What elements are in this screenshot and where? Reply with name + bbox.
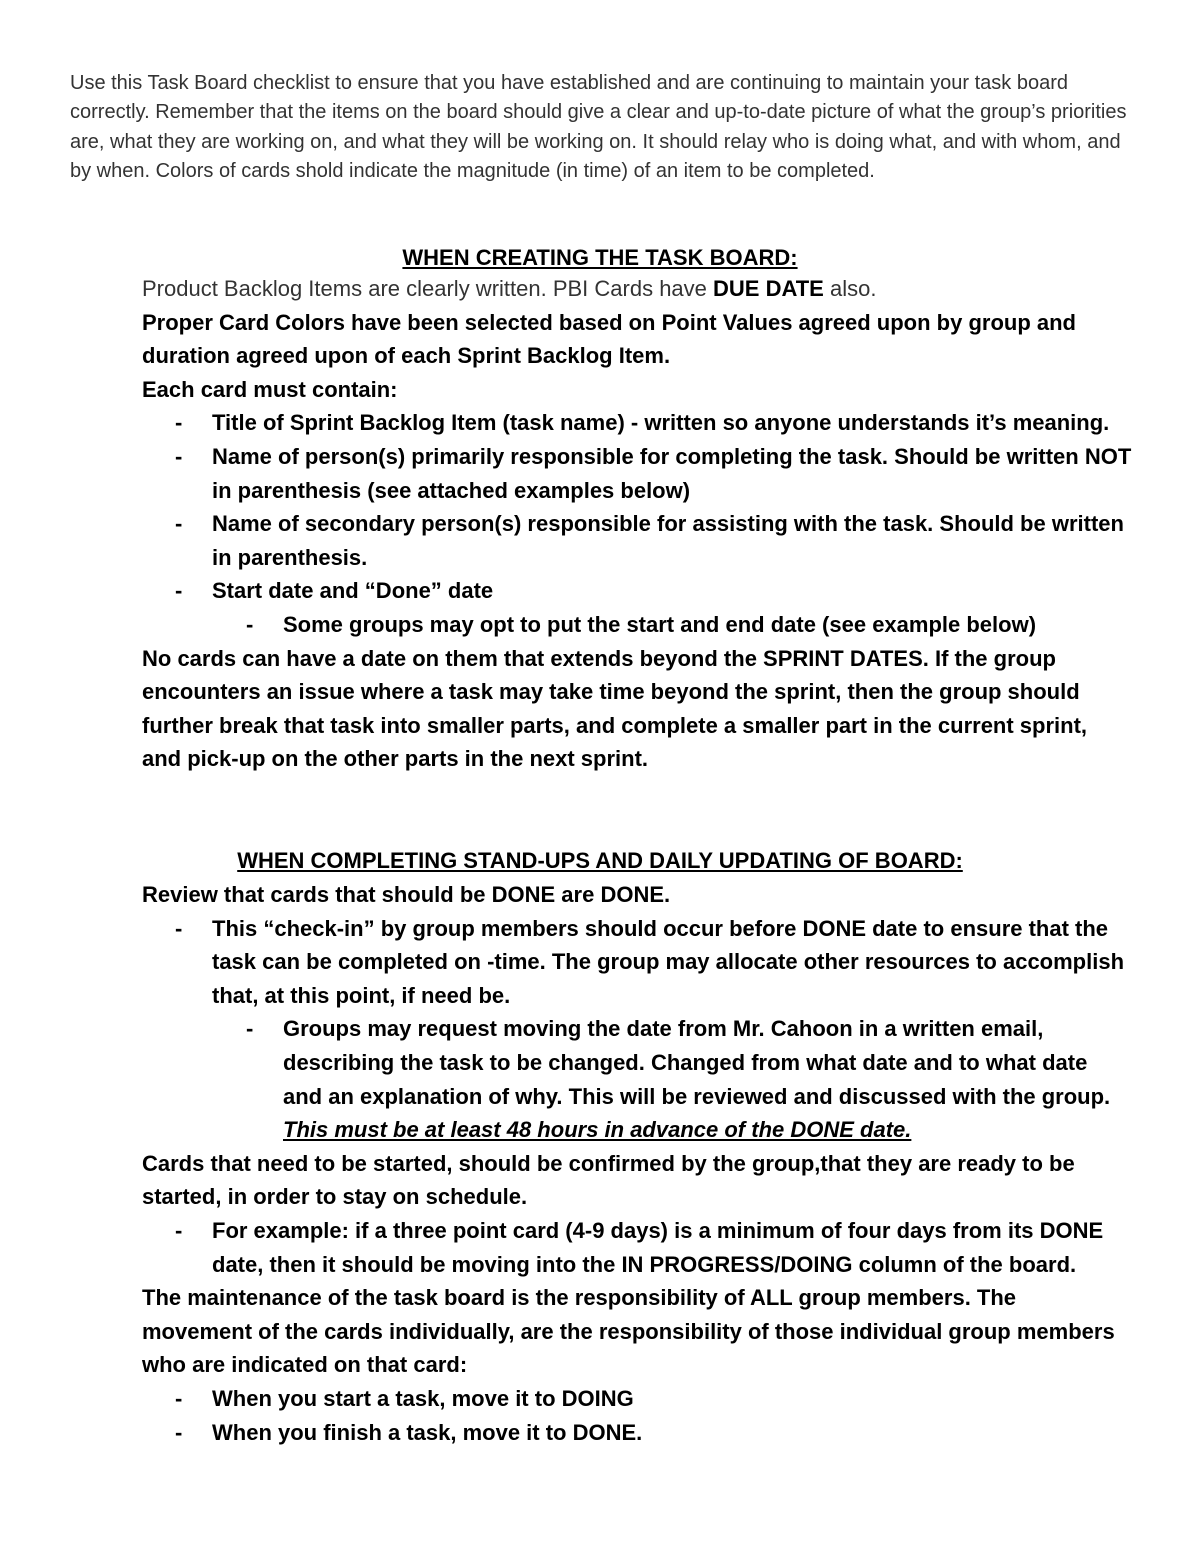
dash-bullet: - [175,578,183,604]
deadline-emphasis: This must be at least 48 hours in advance of the DONE date. [283,1117,912,1143]
list-item [142,1214,1132,1281]
list-item-text: When you start a task, move it to DOING [212,1385,634,1411]
intro-paragraph: Use this Task Board checklist to ensure that you have established and are continuing to maintain your task board correctly. Remember that the items on the board should give a clear and up-to-date picture of what the group’s priorities are, what they are working on, and what they will be working on. It should relay who is doing what, and with whom, and by when. Colors of cards shold indicate the magnitude (in time) of an item to be completed. [70,72,1127,182]
pbi-due-date: DUE DATE [713,276,824,301]
card-colors-text: Proper Card Colors have been selected based on Point Values agreed upon by group and duration agreed upon of each Sprint Backlog Item. [142,309,1076,369]
dash-bullet: - [175,1385,183,1411]
list-item-text: For example: if a three point card (4-9 days) is a minimum of four days from its DONE date, then it should be moving into the IN PROGRESS/DOING column of the board. [212,1217,1104,1277]
review-text: Review that cards that should be DONE are DONE. [142,882,671,907]
list-item-text: Name of person(s) primarily responsible for completing the task. Should be written NOT in parenthesis (see attached examples below) [212,443,1132,503]
sub-list-item [142,1012,1132,1146]
list-item [142,507,1132,574]
dash-bullet: - [175,511,183,537]
dash-bullet: - [175,915,183,941]
creating-heading: WHEN CREATING THE TASK BOARD: [402,245,798,270]
pbi-text: Product Backlog Items are clearly written. PBI Cards have [142,276,714,301]
standups-section [142,878,1132,1449]
dash-bullet: - [175,410,183,436]
dash-bullet: - [175,1217,183,1243]
sub-list-item-text: Some groups may opt to put the start and end date (see example below) [283,611,1037,637]
dash-bullet: - [175,1419,183,1445]
list-item [142,574,1132,608]
list-item [142,406,1132,440]
pbi-text-end: also. [823,276,877,301]
list-item-text: Title of Sprint Backlog Item (task name) - written so anyone understands it’s meaning. [212,410,1110,436]
cards-started-text: Cards that need to be started, should be confirmed by the group,that they are ready to be started, in order to stay on schedule. [142,1150,1075,1210]
list-item [142,1416,1132,1450]
list-item [142,912,1132,1013]
standups-heading: WHEN COMPLETING STAND-UPS AND DAILY UPDATING OF BOARD: [237,848,963,873]
sprint-dates-text: No cards can have a date on them that extends beyond the SPRINT DATES. If the group encounters an issue where a task may take time beyond the sprint, then the group should further break that task into smaller parts, and complete a smaller part in the current sprint, and pick-up on the other parts in the next sprint. [142,645,1088,772]
dash-bullet: - [246,611,254,637]
list-item-text: Name of secondary person(s) responsible for assisting with the task. Should be written in parenthesis. [212,511,1124,570]
dash-bullet: - [246,1016,254,1042]
creating-section [142,272,1132,776]
sub-list-item [142,608,1132,642]
each-card-text: Each card must contain: [142,376,398,402]
list-item [142,1382,1132,1416]
list-item-text: This “check-in” by group members should occur before DONE date to ensure that the task can be completed on -time. The group may allocate other resources to accomplish that, at this point, if need be. [212,915,1125,1008]
maintenance-text: The maintenance of the task board is the responsibility of ALL group members. The movement of the cards individually, are the responsibility of those individual group members who are indicated on that card: [142,1285,1115,1378]
sub-list-item-text: Groups may request moving the date from Mr. Cahoon in a written email, describing the task to be changed. Changed from what date and to what date and an explanation of why. This will be reviewed and discussed with the group. [283,1016,1111,1109]
list-item-text: When you finish a task, move it to DONE. [212,1419,643,1445]
list-item [142,440,1132,507]
list-item-text: Start date and “Done” date [212,578,494,604]
pbi-line [142,272,1132,306]
dash-bullet: - [175,443,183,469]
